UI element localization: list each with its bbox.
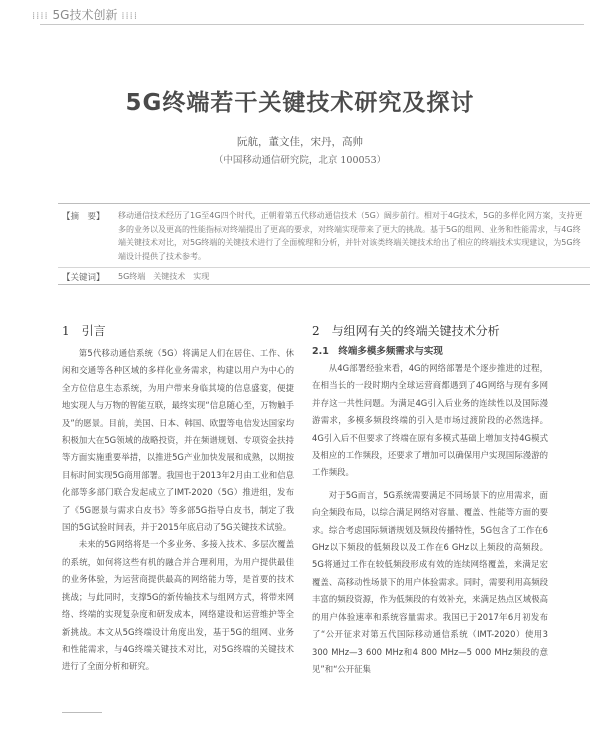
section-2-heading: 2 与组网有关的终端关键技术分析: [312, 324, 500, 338]
column-tick-marks: ⁞⁞⁞⁞: [32, 11, 49, 22]
paper-title: 5G终端若干关键技术研究及探讨: [125, 90, 475, 116]
column-name: 5G技术创新: [52, 8, 118, 22]
right-column: [312, 322, 548, 678]
keywords-block: [58, 267, 590, 284]
section-1-heading: 1 引言: [62, 324, 106, 338]
keywords-label: 【关键词】: [62, 273, 105, 283]
section-2-paragraph: 从4G部署经验来看，4G的网络部署是个逐步推进的过程，在相当长的一段时期内全球运营商都遇到了4G网络与现有多网并存这一共性问题。为满足4G引入后业务的连续性以及国际漫游需求，多模多频段终端的引入是市场过渡阶段的必然选择。4G引入后不但要求了终端在原有多模式基础上增加支持4G模式及相应的工作频段，还要求了增加可以确保用户实现国际漫游的工作频段。: [312, 363, 548, 478]
abstract-label: 【摘 要】: [62, 212, 105, 222]
section-1-paragraph: 未来的5G网络将是一个多业务、多接入技术、多层次覆盖的系统，如何将这些有机的融合并合理利用，为用户提供最佳的业务体验，为运营商提供最高的网络能力等，是首要的技术挑战；与此同时，支撑5G的新传输技术与组网方式，将带来网络、终端的实现复杂度和研发成本，网络建设和运营维护等全新挑战。本文从5G终端设计角度出发，基于5G的组网、业务和性能需求，与4G终端关键技术对比，对5G终端的关键技术进行了全面分析和研究。: [62, 539, 294, 672]
section-2-1-heading: 2.1 终端多模多频需求与实现: [312, 346, 443, 357]
section-2-paragraph: 对于5G而言，5G系统需要满足不同场景下的应用需求，面向全频段布局，以综合满足网络对容量、覆盖、性能等方面的要求。综合考虑国际频谱规划及频段传播特性，5G包含了工作在6 GHz以下频段的低频段以及工作在6 GHz以上频段的高频段。5G将通过工作在较低频段形成有效的连续网络覆盖，来满足宏覆盖、高移动性场景下的用户体验需求。同时，需要利用高频段丰富的频段资源，作为低频段的有效补充，来满足热点区域极高的用户体验速率和系统容量需求。我国已于2017年6月初发布了“公开征求对第五代国际移动通信系统（IMT-2020）使用3 300 MHz—3 600 MHz和4 800 MHz—5 000 MHz频段的意见”和“公开征集: [312, 489, 548, 674]
paper-authors: 阮航，董文佳，宋丹，高帅: [237, 136, 363, 148]
journal-column-tag: [32, 6, 138, 23]
header-divider: [40, 24, 584, 25]
section-1-paragraph: 第5代移动通信系统（5G）将满足人们在居住、工作、休闲和交通等各种区域的多样化业务需求，构建以用户为中心的全方位信息生态系统，为用户带来身临其境的信息盛宴，便捷地实现人与万物的智能互联，最终实现“信息随心至，万物触手及”的愿景。目前，美国、日本、韩国、欧盟等电信发达国家均积极加大在5G领域的战略投资，并在频谱规划、专项资金扶持等方面实施重要举措，以推进5G产业加快发展和成熟，以期按目标时间实现5G商用部署。我国也于2013年2月由工业和信息化部等多部门联合发起成立了IMT-2020（5G）推进组，发布了《5G愿景与需求白皮书》等多部5G指导白皮书，制定了我国的5G试验时间表，并于2015年底启动了5G关键技术试验。: [62, 348, 294, 533]
abstract-text: 移动通信技术经历了1G至4G四个时代，正朝着第五代移动通信技术（5G）阔步前行。相对于4G技术，5G的多样化网方案，支持更多的业务以及更高的性能指标对终端提出了更高的要求，对终端实现带来了更大的挑战。基于5G的组网、业务和性能需求，与4G终端关键技术对比，对5G终端的关键技术进行了全面梳理和分析，并针对该类终端关键技术给出了相应的终端技术实现建议，为5G终端设计提供了技术参考。: [118, 211, 583, 261]
keywords-text: 5G终端 关键技术 实现: [118, 272, 210, 281]
footnote-divider: [62, 712, 102, 713]
left-column: [62, 322, 294, 676]
paper-affiliation: （中国移动通信研究院，北京 100053）: [213, 155, 387, 166]
column-tick-marks-right: ⁞⁞⁞⁞: [121, 11, 139, 22]
